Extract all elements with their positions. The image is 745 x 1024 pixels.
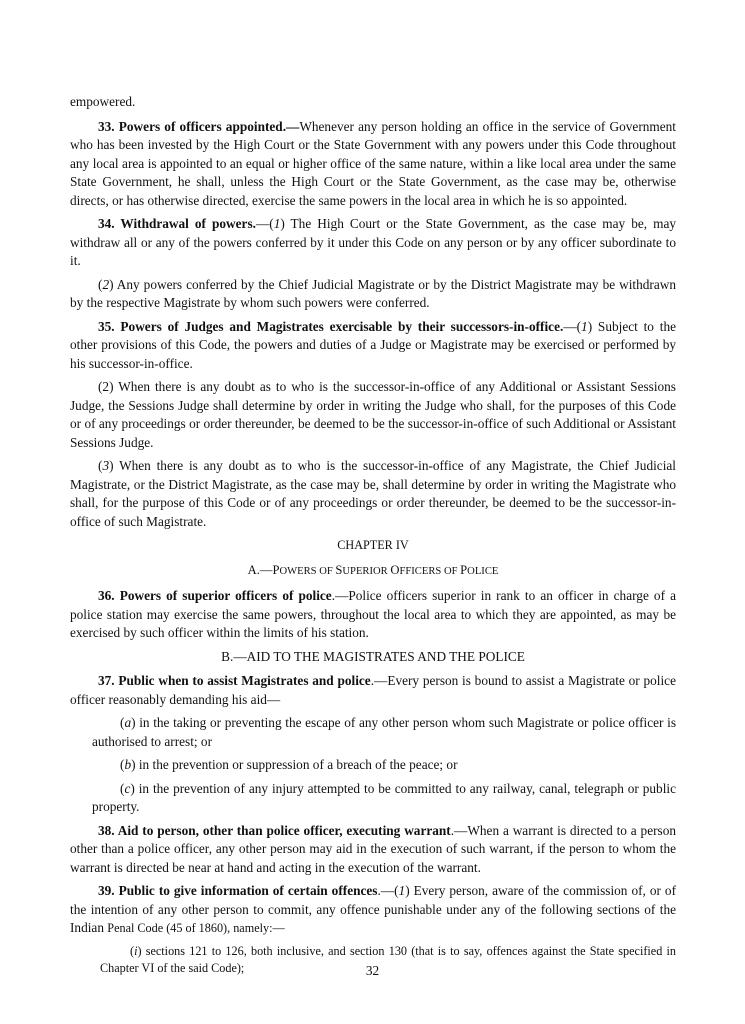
clause-39-i: (i) sections 121 to 126, both inclusive, and section 130 (that is to say, offences against the State specified in Chapter VI of the said Code); [100, 943, 676, 975]
section-34-2-text: ) Any powers conferred by the Chief Judicial Magistrate or by the District Magistrate may be withdrawn by the respective Magistrate by whom such powers were conferred. [70, 276, 676, 310]
document-page [70, 93, 676, 982]
clause-37-b: (b) in the prevention or suppression of a breach of the peace; or [120, 757, 458, 772]
clause-37-a: (a) in the taking or preventing the escape of any other person whom such Magistrate or police officer is authorised to arrest; or [92, 715, 676, 749]
section-33 [70, 118, 676, 211]
continued-text: empowered. [70, 94, 136, 109]
section-34-2: (2) Any powers conferred by the Chief Judicial Magistrate or by the District Magistrate may be withdrawn by the respective Magistrate by whom such powers were conferred. [70, 276, 676, 310]
section-37 [70, 672, 676, 709]
section-38-heading: 38. Aid to person, other than police officer, executing warrant [98, 822, 451, 838]
clause-37-c: (c) in the prevention of any injury attempted to be committed to any railway, canal, telegraph or public property. [92, 780, 676, 814]
section-35-2-text: When there is any doubt as to who is the successor-in-office of any Additional or Assistant Sessions Judge, the Sessions Judge shall determine by order in writing the Judge who shall, for the purposes of this Code or of any proceedings or order thereunder, be deemed to be the successor-in-office of such Additional or Assistant Sessions Judge. [70, 379, 676, 450]
chapter-heading: CHAPTER IV [337, 538, 409, 552]
section-35-3: (3) When there is any doubt as to who is the successor-in-office of any Magistrate, the Chief Judicial Magistrate, or the District Magistrate, as the case may be, shall determine by order in writing the Magistrate who shall, for the purpose of this Code or of any proceedings or order thereunder, be deemed to be the successor-in-office of such Magistrate. [70, 458, 676, 529]
part-a-heading: A.—POWERS OF SUPERIOR OFFICERS OF POLICE [247, 562, 499, 577]
section-39-text: ) Every person, aware of the commission of, or of the intention of any other person to commit, any offence punishable under any of the following sections of the Indian [70, 883, 677, 935]
section-33-heading: 33. Powers of officers appointed.— [98, 118, 300, 134]
section-38-text: .—When a warrant is directed to a person other than a police officer, any other person may aid in the execution of such warrant, if the person to whom the warrant is directed be near at hand and acting in the execution of the warrant. [70, 822, 676, 875]
section-36-text: .—Police officers superior in rank to an officer in charge of a police station may exercise the same powers, throughout the local area to which they are appointed, as may be exercised by such officer within the limits of his station. [70, 588, 676, 640]
section-39-heading: 39. Public to give information of certain offences [98, 883, 378, 898]
section-37-heading: 37. Public when to assist Magistrates and police [98, 673, 371, 688]
page-number: 32 [365, 963, 380, 978]
section-36 [70, 587, 676, 643]
section-35-heading: 35. Powers of Judges and Magistrates exercisable by their successors-in-office. [98, 318, 564, 334]
section-36-heading: 36. Powers of superior officers of police [98, 588, 332, 603]
section-35-3-text: ) When there is any doubt as to who is the successor-in-office of any Magistrate, the Chief Judicial Magistrate, or the District Magistrate, as the case may be, shall determine by order in writing the Magistrate who shall, for the purpose of this Code or of any proceedings or order thereunder, be deemed to be the successor-in-office of such Magistrate. [70, 458, 676, 529]
part-b-heading: B.—AID TO THE MAGISTRATES AND THE POLICE [221, 648, 525, 664]
section-37-text: .—Every person is bound to assist a Magistrate or police officer reasonably demanding his aid— [70, 673, 676, 707]
section-35-2: (2) When there is any doubt as to who is the successor-in-office of any Additional or Assistant Sessions Judge, the Sessions Judge shall determine by order in writing the Judge who shall, for the purposes of this Code or of any proceedings or order thereunder, be deemed to be the successor-in-office of such Additional or Assistant Sessions Judge. [70, 379, 676, 450]
section-33-text: Whenever any person holding an office in the service of Government who has been invested by the High Court or the State Government with any powers under this Code throughout any local area is appointed to an equal or higher office of the same nature, within a like local area under the same State Government, he shall, unless the High Court or the State Government, as the case may be, otherwise directs, or has otherwise directed, exercise the same powers in the local area in which he is so appointed. [70, 118, 676, 208]
section-38 [70, 822, 676, 878]
section-39: 39. Public to give information of certain offences.—(1) Every person, aware of the commission of, or of the intention of any other person to commit, any offence punishable under any of the following sections of the Indian Penal Code (45 of 1860), namely:— [70, 883, 677, 935]
section-34-1-text: ) The High Court or the State Government, as the case may be, may withdraw all or any of the powers conferred by it under this Code on any person or by any officer subordinate to it. [70, 216, 676, 268]
section-35-1: 35. Powers of Judges and Magistrates exercisable by their successors-in-office.—(1) Subject to the other provisions of this Code, the powers and duties of a Judge or Magistrate may be exercised or performed by his successor-in-office. [70, 318, 676, 371]
section-34-heading: 34. Withdrawal of powers. [98, 216, 256, 231]
section-34-1: 34. Withdrawal of powers.—(1) The High Court or the State Government, as the case may be, may withdraw all or any of the powers conferred by it under this Code on any person or by any officer subordinate to it. [70, 216, 676, 268]
section-35-1-text: ) Subject to the other provisions of this Code, the powers and duties of a Judge or Magistrate may be exercised or performed by his successor-in-office. [70, 318, 676, 371]
